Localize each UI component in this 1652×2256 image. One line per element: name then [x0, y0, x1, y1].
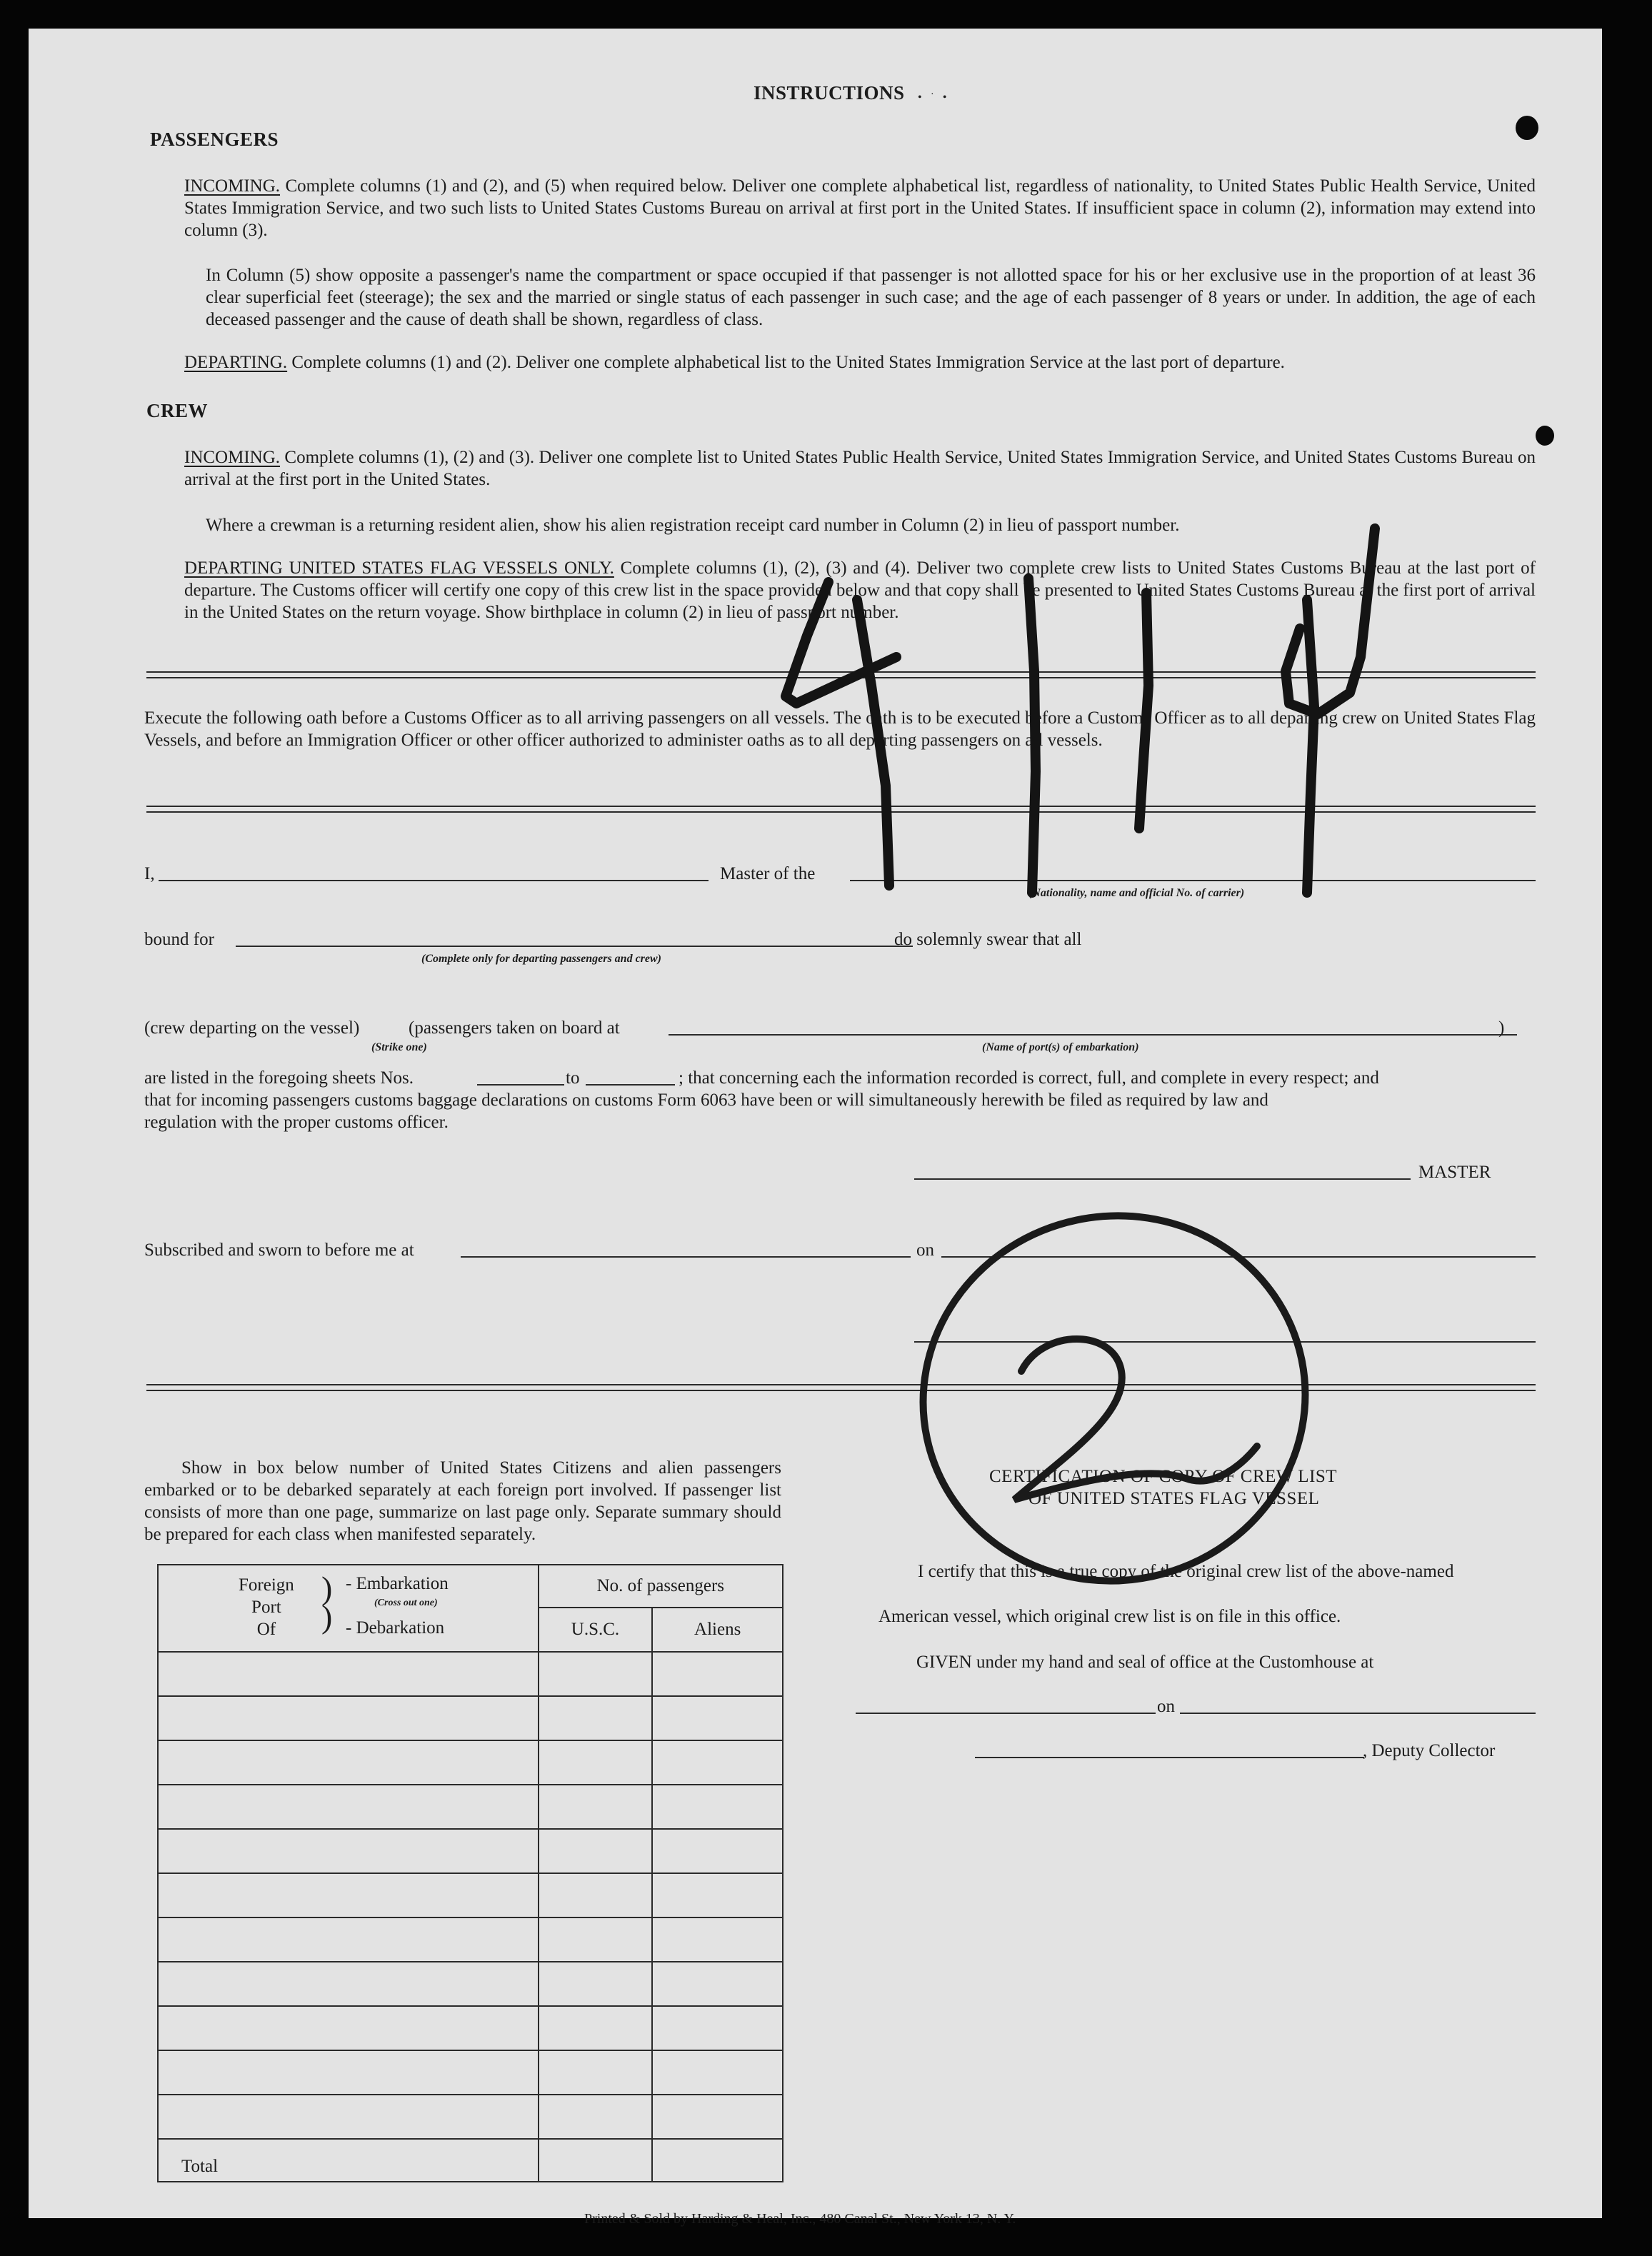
customhouse-field[interactable] — [856, 1713, 1156, 1714]
aliens-cell[interactable] — [652, 1917, 783, 1962]
master-signature-field[interactable] — [914, 1178, 1411, 1180]
crew-departing-paragraph — [184, 557, 1536, 623]
foreign-label: Foreign — [239, 1575, 294, 1595]
passengers-incoming-paragraph — [184, 175, 1536, 241]
port-header-cell — [158, 1565, 539, 1652]
port-cell[interactable] — [158, 2050, 539, 2095]
total-row — [158, 2139, 783, 2182]
summary-row — [158, 1696, 783, 1740]
port-cell[interactable] — [158, 1962, 539, 2006]
certification-title-line1: CERTIFICATION OF COPY OF CREW LIST — [989, 1467, 1338, 1486]
usc-cell[interactable] — [539, 2050, 653, 2095]
crew-returning-text: Where a crewman is a returning resident alien, show his alien registration receipt card number in Column (2) in lieu of passport number. — [206, 516, 1180, 535]
summary-row — [158, 1873, 783, 1917]
usc-cell[interactable] — [539, 1829, 653, 1873]
port-cell[interactable] — [158, 1740, 539, 1785]
summary-row — [158, 2095, 783, 2139]
certification-title-line2: OF UNITED STATES FLAG VESSEL — [1028, 1489, 1320, 1508]
summary-row — [158, 1829, 783, 1873]
port-cell[interactable] — [158, 1917, 539, 1962]
complete-only-note: (Complete only for departing passengers and crew) — [421, 953, 661, 965]
section-divider — [146, 1384, 1536, 1391]
certify-text-2: American vessel, which original crew list is on file in this office. — [878, 1607, 1341, 1626]
passengers-departing-paragraph — [184, 351, 1536, 374]
usc-cell[interactable] — [539, 1873, 653, 1917]
crew-incoming-text: Complete columns (1), (2) and (3). Deliver one complete list to United States Public Health Service, United States Immigration Service, and United States Customs Bureau on arrival at the first port in the United States. — [184, 448, 1536, 489]
port-cell[interactable] — [158, 2006, 539, 2050]
subscribed-date-field[interactable] — [941, 1256, 1536, 1258]
crew-departing-label: DEPARTING UNITED STATES FLAG VESSELS ONLY. — [184, 558, 614, 578]
deputy-signature-field[interactable] — [975, 1757, 1364, 1758]
debarkation-label: - Debarkation — [346, 1618, 445, 1638]
listed-sheets-label: are listed in the foregoing sheets Nos. — [144, 1068, 414, 1088]
aliens-cell[interactable] — [652, 1829, 783, 1873]
certification-date-field[interactable] — [1180, 1713, 1536, 1714]
aliens-cell[interactable] — [652, 1962, 783, 2006]
summary-rows — [158, 1652, 783, 2139]
subscribed-on-label: on — [916, 1240, 934, 1260]
port-cell[interactable] — [158, 1652, 539, 1696]
title-dots: • ˙ • — [918, 91, 947, 104]
summary-row — [158, 2006, 783, 2050]
bound-for-field[interactable] — [236, 946, 913, 947]
punch-hole — [1536, 426, 1554, 446]
master-label: MASTER — [1418, 1163, 1491, 1182]
summary-row — [158, 2050, 783, 2095]
listed-sheets-text-3: regulation with the proper customs officer. — [144, 1113, 449, 1132]
certification-on-label: on — [1157, 1697, 1175, 1716]
no-of-passengers-header: No. of passengers — [539, 1565, 783, 1608]
master-of-the-label: Master of the — [720, 864, 816, 883]
brace-top: ) — [321, 1570, 333, 1606]
port-cell[interactable] — [158, 1696, 539, 1740]
deputy-collector-label: , Deputy Collector — [1363, 1741, 1496, 1760]
passengers-incoming-label: INCOMING. — [184, 176, 281, 196]
of-label: Of — [256, 1620, 276, 1639]
given-text: GIVEN under my hand and seal of office at the Customhouse at — [916, 1653, 1374, 1672]
section-divider — [146, 806, 1536, 813]
usc-cell[interactable] — [539, 1962, 653, 2006]
bound-for-label: bound for — [144, 930, 214, 949]
passengers-incoming-text: Complete columns (1) and (2), and (5) when required below. Deliver one complete alphabetical list, regardless of nationality, to United States Public Health Service, United States Immigration Service, and two such lists to United States Customs Bureau on arrival at first port in the United States. If insufficient space in column (2), information may extend into column (3). — [184, 176, 1536, 240]
crew-heading: CREW — [146, 400, 209, 421]
embarkation-ports-field[interactable] — [669, 1034, 1517, 1036]
aliens-cell[interactable] — [652, 2006, 783, 2050]
summary-row — [158, 1652, 783, 1696]
embarkation-label: - Embarkation — [346, 1574, 449, 1593]
total-usc-cell[interactable] — [539, 2139, 653, 2182]
oath-i-label: I, — [144, 864, 155, 883]
certify-text-1: I certify that this is a true copy of the original crew list of the above-named — [918, 1562, 1454, 1581]
crew-departing-option: (crew departing on the vessel) — [144, 1018, 360, 1038]
usc-cell[interactable] — [539, 1652, 653, 1696]
aliens-header: Aliens — [652, 1608, 783, 1652]
strike-one-note: (Strike one) — [371, 1041, 427, 1053]
port-cell[interactable] — [158, 1873, 539, 1917]
port-cell[interactable] — [158, 1829, 539, 1873]
oath-instruction: Execute the following oath before a Customs Officer as to all arriving passengers on all vessels. The oath is to be executed before a Customs Officer as to all departing crew on United States Flag Vessels, and before an Immigration Officer or other officer authorized to administer oaths as to all departing passengers on all vessels. — [144, 708, 1536, 750]
nationality-note: (Nationality, name and official No. of carrier) — [1028, 887, 1245, 899]
passengers-departing-text: Complete columns (1) and (2). Deliver one complete alphabetical list to the United States Immigration Service at the last port of departure. — [291, 353, 1285, 372]
master-name-field[interactable] — [159, 880, 709, 881]
crew-departing-text: Complete columns (1), (2), (3) and (4). Deliver two complete crew lists to United States Customs Bureau at the last port of departure. The Customs officer will certify one copy of this crew list in the space provided below and that copy shall be presented to United States Customs Bureau at the first port of arrival in the United States on the return voyage. Show birthplace in column (2) in lieu of passport number. — [184, 558, 1536, 622]
aliens-cell[interactable] — [652, 1873, 783, 1917]
port-label: Port — [251, 1598, 281, 1617]
usc-header: U.S.C. — [539, 1608, 653, 1652]
document-page — [29, 29, 1602, 2227]
officer-signature-field[interactable] — [914, 1341, 1536, 1343]
solemnly-swear-text: do solemnly swear that all — [894, 930, 1082, 949]
usc-cell[interactable] — [539, 1917, 653, 1962]
subscribed-label: Subscribed and sworn to before me at — [144, 1240, 414, 1260]
port-cell[interactable] — [158, 2095, 539, 2139]
aliens-cell[interactable] — [652, 1696, 783, 1740]
listed-sheets-text: ; that concerning each the information recorded is correct, full, and complete in every respect; and — [679, 1068, 1379, 1088]
summary-intro: Show in box below number of United States Citizens and alien passengers embarked or to be debarked separately at each foreign port involved. If passenger list consists of more than one page, summarize on last page only. Separate summary should be prepared for each class when manifested separately. — [144, 1458, 781, 1544]
usc-cell[interactable] — [539, 1740, 653, 1785]
total-label: Total — [158, 2139, 539, 2182]
passengers-column5-text: In Column (5) show opposite a passenger's name the compartment or space occupied if that passenger is not allotted space for his or her exclusive use in the proportion of at least 36 clear superficial feet (steerage); the sex and the married or single status of each passenger in such case; and the age of each passenger of 8 years or under. In addition, the age of each deceased passenger and the cause of death shall be shown, regardless of class. — [206, 266, 1536, 329]
total-aliens-cell[interactable] — [652, 2139, 783, 2182]
aliens-cell[interactable] — [652, 1652, 783, 1696]
aliens-cell[interactable] — [652, 1740, 783, 1785]
passengers-heading: PASSENGERS — [150, 129, 279, 150]
sheet-from-field[interactable] — [477, 1084, 564, 1086]
aliens-cell[interactable] — [652, 2095, 783, 2139]
crew-incoming-paragraph — [184, 446, 1536, 491]
passenger-summary-table — [157, 1564, 784, 2182]
section-divider — [146, 671, 1536, 678]
usc-cell[interactable] — [539, 2095, 653, 2139]
usc-cell[interactable] — [539, 1785, 653, 1829]
port-cell[interactable] — [158, 1785, 539, 1829]
printer-footer: Printed & Sold by Harding & Heal, Inc., 480 Canal St., New York 13, N. Y. — [584, 2211, 1016, 2227]
brace-bottom: ) — [321, 1598, 333, 1635]
instructions-title: INSTRUCTIONS — [754, 82, 905, 104]
summary-row — [158, 1917, 783, 1962]
close-paren: ) — [1498, 1018, 1505, 1038]
summary-row — [158, 1785, 783, 1829]
usc-cell[interactable] — [539, 2006, 653, 2050]
aliens-cell[interactable] — [652, 1785, 783, 1829]
punch-hole — [1516, 116, 1538, 140]
summary-row — [158, 1962, 783, 2006]
handwritten-circle — [889, 1180, 1339, 1616]
handwritten-circled-number — [889, 1180, 1339, 1616]
passengers-taken-option: (passengers taken on board at — [409, 1018, 620, 1038]
crew-incoming-label: INCOMING. — [184, 448, 281, 467]
subscribed-place-field[interactable] — [461, 1256, 911, 1258]
listed-sheets-text-2: that for incoming passengers customs baggage declarations on customs Form 6063 have been or will simultaneously herewith be filed as required by law and — [144, 1091, 1268, 1110]
vessel-field[interactable] — [850, 880, 1536, 881]
sheet-to-field[interactable] — [586, 1084, 675, 1086]
summary-row — [158, 1740, 783, 1785]
aliens-cell[interactable] — [652, 2050, 783, 2095]
cross-out-note: (Cross out one) — [374, 1598, 438, 1608]
ports-note: (Name of port(s) of embarkation) — [982, 1041, 1139, 1053]
listed-to-label: to — [566, 1068, 580, 1088]
passengers-departing-label: DEPARTING. — [184, 353, 288, 372]
usc-cell[interactable] — [539, 1696, 653, 1740]
